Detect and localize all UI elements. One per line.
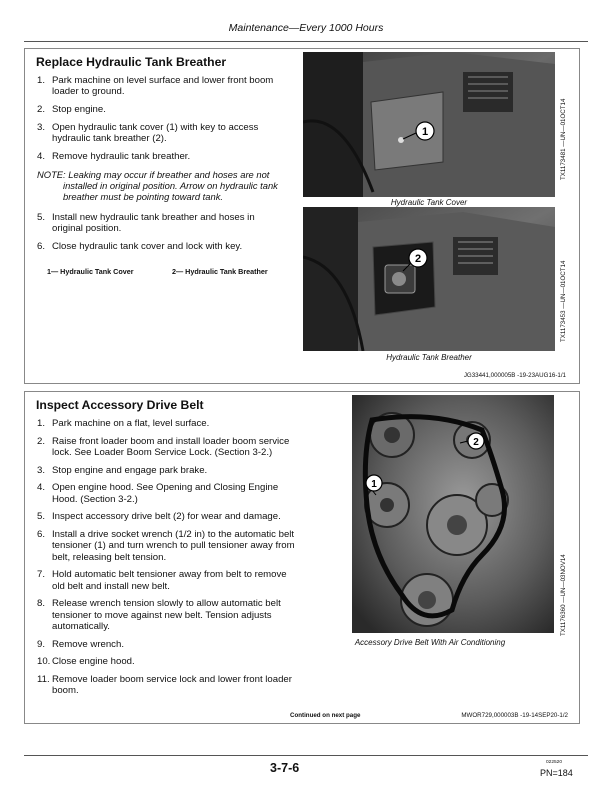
step-number: 1. [37, 418, 46, 429]
step-text: Close hydraulic tank cover and lock with key. [52, 241, 243, 252]
step-item [37, 511, 295, 522]
step-number: 10. [37, 656, 51, 668]
step-text: Remove hydraulic tank breather. [52, 150, 191, 162]
step-item [37, 569, 295, 592]
section2-title: Inspect Accessory Drive Belt [36, 398, 204, 412]
step-number: 7. [37, 569, 46, 581]
step-item [37, 656, 295, 667]
step-item [37, 529, 295, 563]
step-number: 1. [37, 75, 46, 86]
header-rule [24, 41, 588, 42]
step-item [37, 674, 295, 697]
section1-note [37, 169, 293, 202]
figure2-caption: Hydraulic Tank Breather [386, 353, 472, 362]
figure3-callout-2: 2 [473, 437, 479, 448]
footer-pn: PN=184 [540, 768, 573, 778]
section1-title: Replace Hydraulic Tank Breather [36, 55, 227, 69]
figure-hydraulic-tank-breather [303, 207, 555, 351]
step-number: 5. [37, 511, 46, 523]
footer-code: 022520 [546, 760, 563, 765]
step-text: Park machine on level surface and lower front boom loader to ground. [52, 75, 274, 98]
step-text: Install a drive socket wrench (1/2 in) to the automatic belt tensioner (1) and turn wrench to pull tensioner away from belt, releasing belt tension. [52, 528, 295, 563]
step-number: 11. [37, 673, 50, 685]
note-rest: installed in original position. Arrow on hydraulic tank breather must be pointing toward tank. [63, 180, 278, 202]
step-item [37, 418, 295, 429]
step-number: 8. [37, 598, 46, 610]
step-item [37, 212, 287, 235]
step-item [37, 241, 287, 252]
step-text: Hold automatic belt tensioner away from belt to remove old belt and install new belt. [52, 569, 287, 592]
step-text: Remove wrench. [52, 638, 124, 650]
step-item [37, 75, 287, 98]
step-number: 3. [37, 464, 46, 476]
section1-steps-b [37, 212, 287, 259]
step-number: 3. [37, 121, 46, 133]
step-number: 6. [37, 241, 46, 252]
step-number: 9. [37, 638, 46, 650]
step-text: Install new hydraulic tank breather and hoses in original position. [52, 212, 255, 235]
step-item [37, 436, 295, 459]
footer-rule [24, 755, 588, 756]
figure3-caption: Accessory Drive Belt With Air Conditioning [354, 638, 506, 647]
step-number: 2. [37, 104, 46, 115]
step-text: Open engine hood. See Opening and Closing Engine Hood. (Section 3-2.) [52, 482, 279, 505]
figure3-callout-1: 1 [371, 479, 377, 490]
step-text: Open hydraulic tank cover (1) with key to access hydraulic tank breather (2). [52, 121, 259, 144]
figure3-code: TX1176360 —UN—03NOV14 [560, 554, 567, 636]
step-text: Inspect accessory drive belt (2) for wear and damage. [52, 511, 281, 523]
step-item [37, 104, 287, 115]
section2-ref: MWOR729,000003B -19-14SEP20-1/2 [461, 712, 568, 719]
step-text: Park machine on a flat, level surface. [52, 418, 210, 429]
step-item [37, 639, 295, 650]
figure1-caption: Hydraulic Tank Cover [390, 198, 468, 207]
step-item [37, 122, 287, 145]
step-item [37, 598, 295, 632]
step-item [37, 482, 295, 505]
legend-item-2: 2— Hydraulic Tank Breather [172, 267, 268, 276]
step-text: Stop engine. [52, 104, 106, 115]
note-lead: NOTE: Leaking may occur if breather and hoses are not [37, 169, 270, 180]
figure1-code: TX1173481 —UN—01OCT14 [560, 98, 567, 180]
step-number: 4. [37, 150, 46, 162]
legend-item-1: 1— Hydraulic Tank Cover [47, 267, 134, 276]
figure1-callout: 1 [421, 126, 429, 138]
step-text: Release wrench tension slowly to allow automatic belt tensioner to move against new belt. Tension adjusts automatically. [52, 598, 281, 632]
step-number: 2. [37, 435, 46, 447]
figure2-callout: 2 [414, 253, 422, 265]
section1-ref: JG33441,000005B -19-23AUG16-1/1 [463, 372, 566, 379]
page-number: 3-7-6 [270, 761, 300, 775]
figure2-code: TX1173453 —UN—01OCT14 [560, 260, 567, 342]
section1-steps-a [37, 75, 287, 168]
continued-note: Continued on next page [290, 712, 361, 719]
step-text: Remove loader boom service lock and lower front loader boom. [52, 673, 292, 697]
step-text: Raise front loader boom and install loader boom service lock. See Loader Boom Service Lock. (Section 3-2.) [52, 435, 290, 458]
step-item [37, 151, 287, 162]
step-text: Stop engine and engage park brake. [52, 464, 208, 476]
step-number: 4. [37, 482, 46, 494]
figure-accessory-drive-belt [352, 395, 554, 633]
step-item [37, 465, 295, 476]
step-number: 6. [37, 528, 46, 540]
step-number: 5. [37, 212, 46, 223]
figure-hydraulic-tank-cover [303, 52, 555, 197]
running-header: Maintenance—Every 1000 Hours [228, 22, 384, 34]
step-text: Close engine hood. [52, 656, 135, 668]
section2-steps [37, 418, 295, 703]
